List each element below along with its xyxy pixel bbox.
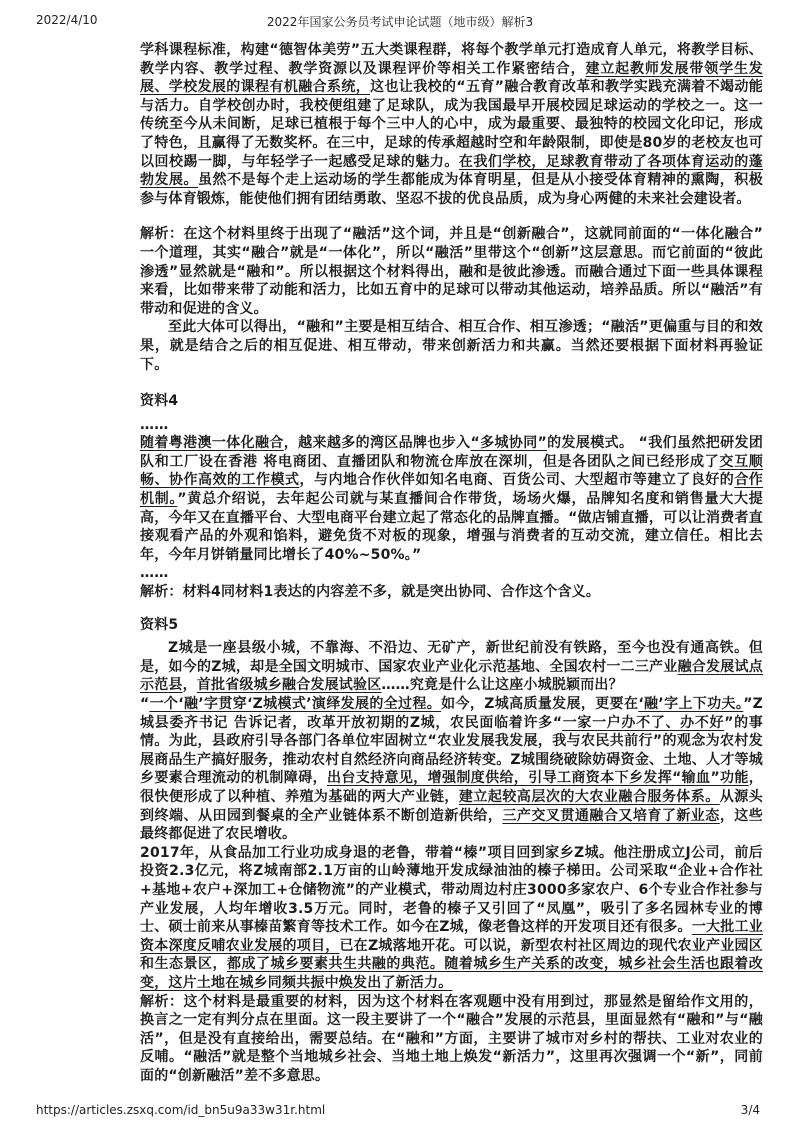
text-segment: ，越来越多的湾区品牌也步入 [283, 435, 471, 452]
underlined-text: “多城协同” [470, 435, 548, 452]
paragraph [140, 583, 763, 602]
text-segment: …… [140, 416, 169, 433]
text-segment: …… [140, 565, 169, 582]
underlined-text: 融合发展试点示范县 [140, 658, 764, 694]
text-segment: ”Z城县委齐书记 告诉记者，改革开放初期的Z城，农民面临着许多“ [140, 696, 764, 731]
underlined-text: 都成了城乡要素共生共融的典范。随着城乡生产关系的改变，城乡社会生活也跟着改变，这片土地在城乡同频共振中焕发出了新活力。 [140, 956, 764, 991]
underlined-text: 在我们学校，足球教育带动了各项体育运动的蓬勃发展。 [140, 153, 763, 189]
text-segment: Z城是一座县级小城，不靠海、不沿边、无矿产，新世纪前没有铁路，至今也没有通高铁。但是，如今的Z城，却是全国文明城市、国家农业产业化示范基地、全国农村一二三产业 [140, 640, 763, 675]
print-date: 2022/4/10 [36, 13, 98, 27]
text-segment: 已在Z城落地开花。可以说，新型农村社区周边的现代农业产业园区和生态景区， [140, 937, 763, 973]
text-segment: ……究竟是什么让这座小城脱颖而出？ [381, 677, 623, 694]
text-segment: ”的事情。为此，县政府引导各部门各单位牢固树立“农业发展我发展，我与农民共前行”的观念为农村发展商品生产搞好服务，推动农村自然经济向商品经济转变。Z城围绕破除妨碍资金、土地、人才等城乡要素合理流动的机制障碍， [140, 714, 763, 787]
underlined-text: 建立起较高层次的大农业融合服务体系。 [458, 788, 720, 805]
footer-url: https://articles.zsxq.com/id_bn5u9a33w31r.html [36, 1103, 326, 1117]
paragraph [140, 844, 763, 993]
text-segment: ，很快便形成了以种植、养殖为基础的两大产业链， [140, 770, 763, 805]
underlined-text: 交互顺畅、协作高效的工作模式 [140, 453, 763, 489]
text-segment: 这也让我校的“五育”融合教育改革和教学实践充满着不竭动能与活力。自学校创办时，我校便组建了足球队，成为我国最早开展校园足球运动的学校之一。这一传统至今从未间断，足球已植根于每个三中人的心中，成为最重要、最独特的校园文化印记，形成了特色，且赢得了无数奖杯。在三中，足球的传承超越时空和年龄限制，即使是80岁的老校友也可以回校踢一脚，与年轻学子一起感受足球的魅力。 [140, 79, 763, 170]
text-segment: 如今，Z城高质量发展，更要在 [441, 696, 639, 712]
print-footer [36, 1101, 760, 1117]
text-segment: ， [182, 677, 197, 694]
paragraph [140, 41, 763, 208]
text-segment: 学科课程标准，构建“德智体美劳”五大类课程群，将每个教学单元打造成育人单元，将教学目标、教学内容、教学过程、教学资源以及课程评价等相关工作紧密结合， [140, 42, 763, 77]
underlined-text: 首批省级城乡融合发展试验区 [196, 677, 382, 694]
underlined-text: 建立起教师发展带领学生发展、学校发展的课程有机融合系统， [140, 60, 764, 96]
section-heading: 资料4 [140, 393, 179, 410]
text-segment: 解析：材料4同材料1表达的内容差不多，就是突出协同、合作这个含义。 [140, 584, 601, 601]
print-header [36, 13, 764, 31]
paragraph [140, 318, 763, 374]
underlined-text: 三产交叉贯通融合又培育了新业态 [502, 807, 720, 824]
underlined-text: ‘融’字上下功夫。 [638, 696, 744, 712]
text-segment: “ [140, 696, 150, 712]
paragraph [140, 225, 763, 318]
text-segment: 至此大体可以得出，“融和”主要是相互结合、相互合作、相互渗透；“融活”更偏重与目的和效果，就是结合之后的相互促进、相互带动，带来创新活力和共赢。当然还要根据下面材料再验证下。 [140, 319, 763, 373]
paragraph [140, 434, 763, 564]
section-heading: 资料5 [140, 616, 179, 633]
underlined-text: 随着粤港澳一体化融合 [140, 435, 284, 452]
text-segment: 从源头到终端、从田园到餐桌的全产业链体系不断创造新供给， [140, 788, 763, 824]
underlined-text: 一家一户办不了、办不好 [562, 714, 725, 731]
underlined-text: 合作机制。 [140, 472, 764, 508]
underlined-text: 一个‘融’字贯穿‘Z城模式’演绎发展的全过程。 [149, 696, 442, 712]
text-segment: 解析：在这个材料里终于出现了“融活”这个词，并且是“创新融合”，这就同前面的“一体化融合”一个道理，其实“融合”就是“一体化”，所以“融活”里带这个“创新”这层意思。而它前面的“彼此渗透”显然就是“融和”。所以根据这个材料得出，融和是彼此渗透。而融合通过下面一些具体课程来看，比如带来带了动能和活力，比如五育中的足球可以带动其他运动，培养品质。所以“融活”有带动和促进的含义。 [140, 226, 763, 317]
paragraph [140, 416, 763, 435]
text-segment: 的发展模式。 “我们虽然把研发团队和工厂设在香港 将电商团、直播团队和物流仓库放在深圳，但是各团队之间已经形成了 [140, 435, 764, 470]
text-segment: 虽然不是每个走上运动场的学生都能成为体育明星，但是从小接受体育精神的熏陶，积极参与体育锻炼，能使他们拥有团结勇敢、坚忍不拔的优良品质，成为身心两健的未来社会建设者。 [140, 172, 763, 207]
paragraph [140, 695, 763, 844]
paragraph [140, 993, 763, 1086]
text-segment: ，与内地合作伙伴如知名电商、百货公司、大型超市等建立了良好的 [299, 472, 735, 489]
underlined-text: 出台支持意见，增强制度供给，引导工商资本下乡发挥“输血”功能 [326, 770, 749, 787]
text-segment: ”黄总介绍说，去年起公司就与某直播间合作带货，场场火爆，品牌知名度和销售量大大提高，今年又在直播平台、大型电商平台建立起了常态化的品牌直播。“做店铺直播，可以让消费者直接观看产品的外观和馅料，避免货不对板的现象，增强与消费者的互动交流，建立信任。相比去年，今年月饼销量同比增长了40%~50%。” [140, 491, 763, 563]
paragraph [140, 639, 763, 695]
underlined-text: 一大批工业资本深度反哺农业发展的项目， [140, 919, 764, 954]
text-segment: 解析：这个材料是最重要的材料，因为这个材料在客观题中没有用到过，那显然是留给作文用的，换言之一定有判分点在里面。这一段主要讲了一个“融合”发展的示范县，里面显然有“融和”与“融活”，但是没有直接给出，需要总结。在“融和”方面，主要讲了城市对乡村的帮扶、工业对农业的反哺。“融活”就是整个当地城乡社会、当地土地上焕发“新活力”，这里再次强调一个“新”，同前面的“创新融活”差不多意思。 [140, 993, 763, 1084]
text-segment: ，这些最终都促进了农民增收。 [140, 807, 764, 843]
text-segment: 2017年，从食品加工行业功成身退的老鲁，带着“榛”项目回到家乡Z城。他注册成立J公司，前后投资2.3亿元，将Z城南部2.1万亩的山岭薄地开发成绿油油的榛子梯田。公司采取“企业+合作社+基地+农户+深加工+仓储物流”的产业模式，带动周边村庄3000多家农户、6个专业合作社参与产业发展，人均年增收3.5万元。同时，老鲁的榛子又引回了“凤凰”，吸引了多名园林专业的博士、硕士前来从事榛苗繁育等技术工作。如今在Z城，像老鲁这样的开发项目还有很多。 [140, 844, 763, 936]
paragraph [140, 564, 763, 583]
page-title: 2022年国家公务员考试申论试题（地市级）解析3 [266, 15, 534, 29]
document-body [140, 41, 763, 1085]
page-number: 3/4 [740, 1103, 760, 1117]
